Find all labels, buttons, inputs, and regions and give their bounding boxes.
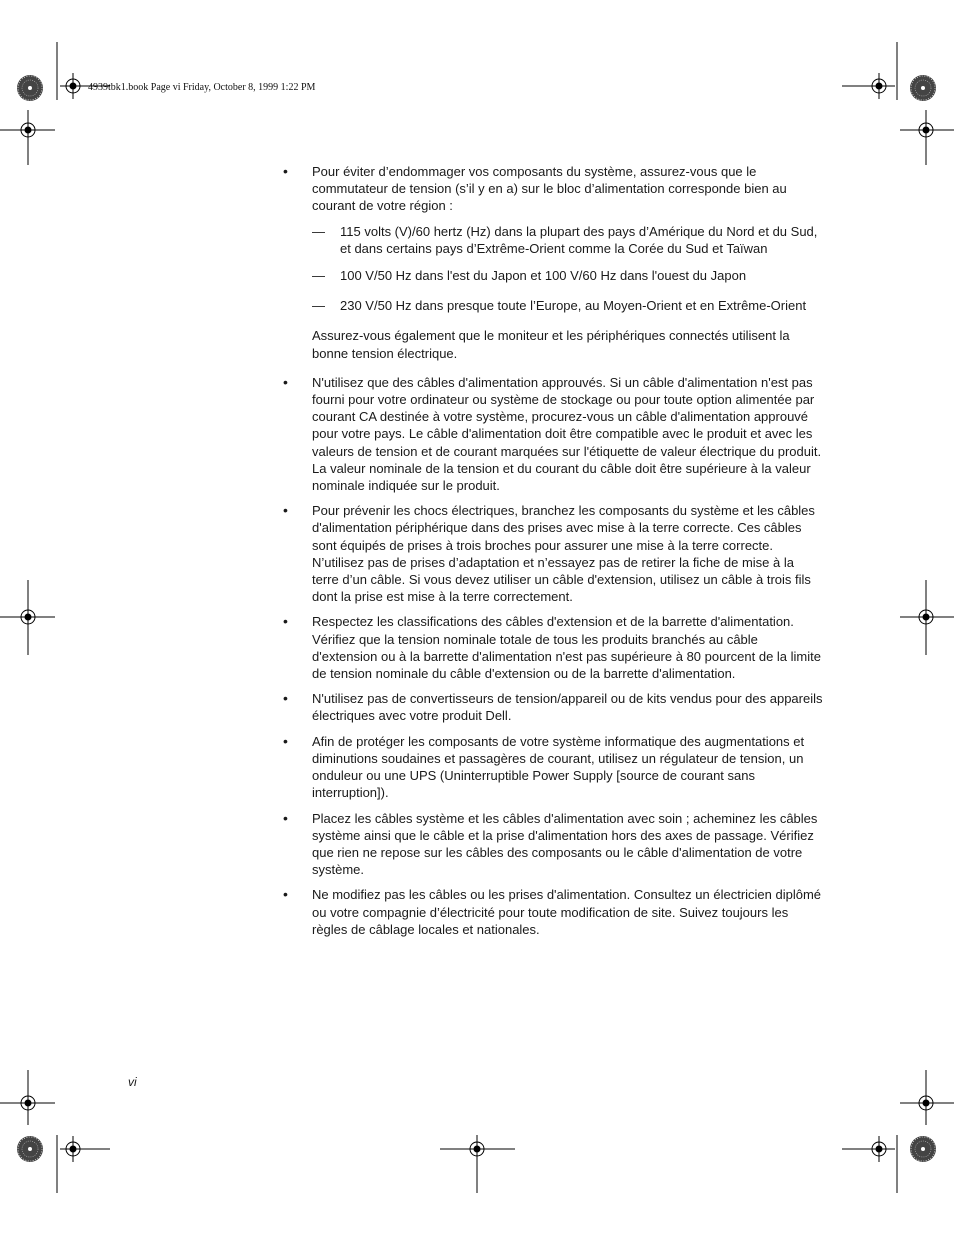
list-item-converters bbox=[283, 690, 823, 724]
list-item-no-modification bbox=[283, 886, 823, 938]
list-item-extension-ratings bbox=[283, 613, 823, 682]
list-item-text: Respectez les classifications des câbles d'extension et de la barrette d'alimentation. Vérifiez que la tension nominale totale de tous les produits branchés au câble d'extension ou à la barrette d'alimentation n'est pas supérieure à 80 pourcent de la limite de tension nominale du câble d'extension ou de la barrette d'alimentation. bbox=[312, 614, 821, 682]
bullet-icon: • bbox=[283, 373, 288, 390]
list-item-cable-routing bbox=[283, 810, 823, 879]
list-item-text: Placez les câbles système et les câbles d'alimentation avec soin ; acheminez les câbles système ainsi que le câble et la prise d'alimentation hors des axes de passage. Vérifiez que rien ne repose sur les câbles des composants ou le câble d'alimentation de votre système. bbox=[312, 810, 818, 878]
bullet-icon: • bbox=[283, 613, 288, 630]
list-item-text: N'utilisez que des câbles d'alimentation approuvés. Si un câble d'alimentation n'est pas fourni pour votre ordinateur ou système de stockage ou pour toute option alimentée par courant CA destinée à votre système, procurez-vous un câble d'alimentation approuvé pour votre pays. Le câble d'alimentation doit être compatible avec le produit et avec les valeurs de tension et de courant marquées sur l'étiquette de valeur électrique du produit. La valeur nominale de la tension et du courant du câble doit être supérieure à la valeur nominale indiquée sur le produit. bbox=[312, 374, 822, 494]
voltage-item-text: 100 V/50 Hz dans l'est du Japon et 100 V/60 Hz dans l'ouest du Japon bbox=[340, 268, 747, 284]
bullet-icon: • bbox=[283, 690, 288, 707]
file-info-header: 4939tbk1.book Page vi Friday, October 8, 1999 1:22 PM bbox=[88, 82, 316, 93]
page-number: vi bbox=[128, 1075, 137, 1089]
dash-icon: — bbox=[312, 268, 325, 284]
list-item-text: Pour éviter d’endommager vos composants du système, assurez-vous que le commutateur de tension (s’il y en a) sur le bloc d’alimentation corresponde bien au courant de votre région : bbox=[312, 164, 787, 214]
voltage-item-americas bbox=[283, 223, 823, 257]
list-item-text: Afin de protéger les composants de votre système informatique des augmentations et diminutions soudaines et passagères de courant, utilisez un régulateur de tension, un onduleur ou une UPS (Uninterruptible Power Supply [source de courant sans interruption]). bbox=[312, 733, 805, 801]
bullet-icon: • bbox=[283, 809, 288, 826]
voltage-item-japan bbox=[283, 267, 823, 284]
bullet-icon: • bbox=[283, 732, 288, 749]
list-item-surge-protection bbox=[283, 733, 823, 802]
list-item-text: Ne modifiez pas les câbles ou les prises d'alimentation. Consultez un électricien diplômé ou votre compagnie d’électricité pour toute modification de site. Suivez toujours les règles de câblage locales et nationales. bbox=[312, 887, 822, 937]
dash-icon: — bbox=[312, 223, 325, 239]
safety-instructions bbox=[283, 163, 823, 938]
voltage-item-text: 230 V/50 Hz dans presque toute l’Europe, au Moyen-Orient et en Extrême-Orient bbox=[340, 298, 807, 314]
list-item-power-cables bbox=[283, 374, 823, 494]
voltage-item-text: 115 volts (V)/60 hertz (Hz) dans la plupart des pays d’Amérique du Nord et du Sud, et dans certains pays d’Extrême-Orient comme la Corée du Sud et Taïwan bbox=[340, 223, 818, 256]
voltage-item-europe bbox=[283, 297, 823, 314]
bullet-icon: • bbox=[283, 163, 288, 179]
list-item-grounding bbox=[283, 502, 823, 605]
bullet-icon: • bbox=[283, 502, 288, 519]
list-item-text: Pour prévenir les chocs électriques, branchez les composants du système et les câbles d'alimentation périphérique dans des prises avec mise à la terre correcte. Ces câbles sont équipés de prises à trois broches pour assurer une mise à la terre correcte. N’utilisez pas de prises d’adaptation et n’essayez pas de retirer la fiche de mise à la terre d’un câble. Si vous devez utiliser un câble d'extension, utilisez un câble à trois fils dont la prise est mise à la terre correctement. bbox=[312, 503, 815, 605]
list-item-text: N'utilisez pas de convertisseurs de tension/appareil ou de kits vendus pour des appareils électriques avec votre produit Dell. bbox=[312, 691, 823, 724]
dash-icon: — bbox=[312, 298, 325, 314]
follow-paragraph: Assurez-vous également que le moniteur et les périphériques connectés utilisent la bonne tension électrique. bbox=[312, 328, 790, 361]
bullet-icon: • bbox=[283, 886, 288, 903]
list-item-voltage-switch bbox=[283, 163, 823, 215]
